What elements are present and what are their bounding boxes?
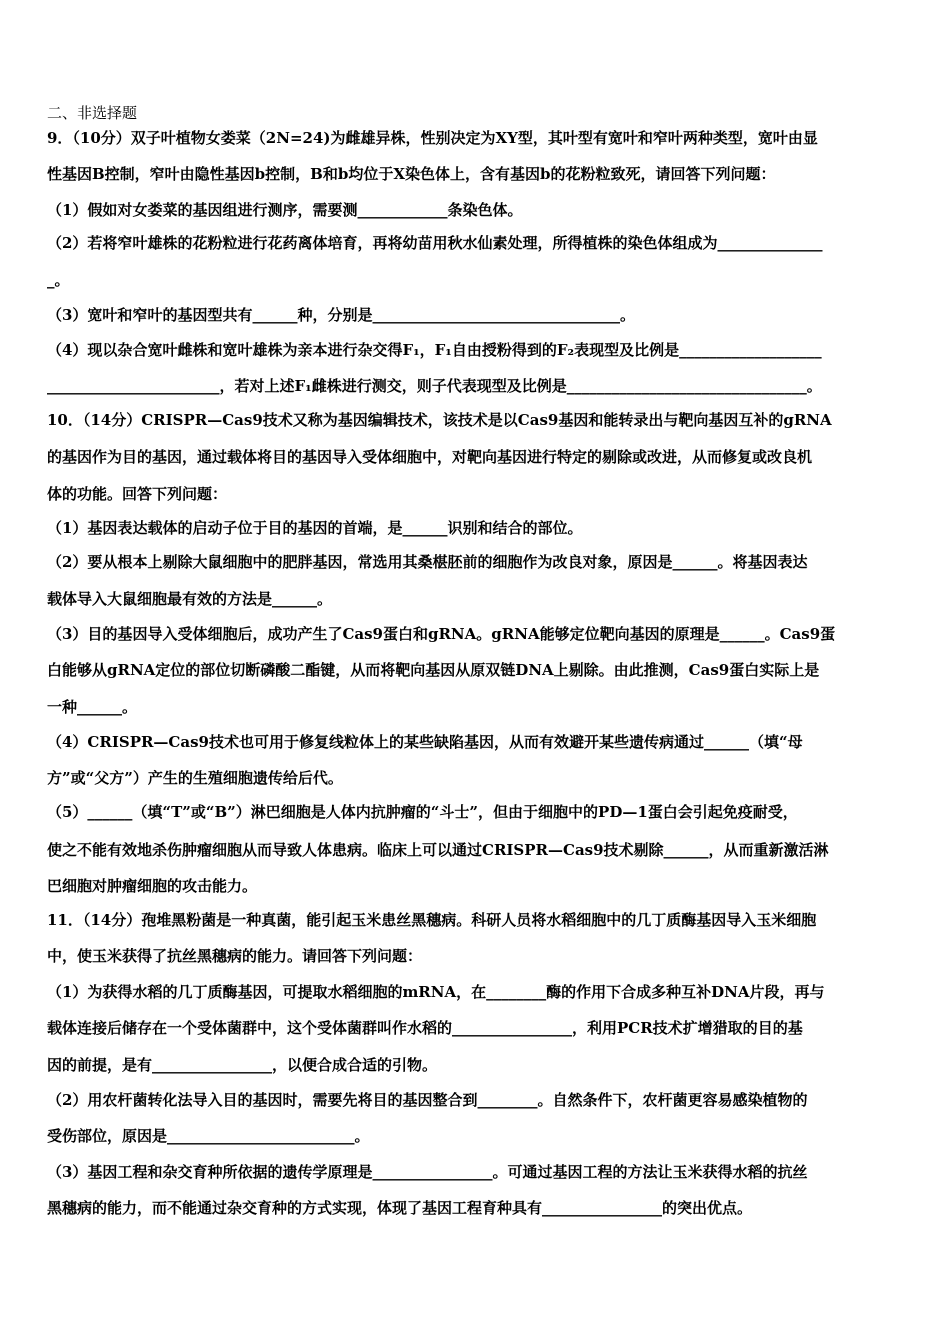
question-line: （5）______（填“T”或“B”）淋巴细胞是人体内抗肿瘤的“斗士”，但由于细胞中的PD—1蛋白会引起免疫耐受， [47, 803, 798, 821]
question-line: _。 [47, 271, 70, 289]
section-title: 二、非选择题 [47, 104, 138, 122]
question-line: 的基因作为目的基因，通过载体将目的基因导入受体细胞中，对靶向基因进行特定的剔除或改进，从而修复或改良机 [47, 448, 813, 466]
question-line: _______________________，若对上述F₁雌株进行测交，则子代表现型及比例是________________________________。 [47, 377, 822, 395]
question-line: （1）为获得水稻的几丁质酶基因，可提取水稻细胞的mRNA，在________酶的作用下合成多种互补DNA片段，再与 [47, 983, 825, 1001]
question-line: 因的前提，是有________________，以便合成合适的引物。 [47, 1056, 438, 1074]
question-line: 载体导入大鼠细胞最有效的方法是______。 [47, 590, 333, 608]
question-line: 一种______。 [47, 698, 138, 716]
question-line: （1）基因表达载体的启动子位于目的基因的首端，是______识别和结合的部位。 [47, 519, 583, 537]
question-line: （1）假如对女娄菜的基因组进行测序，需要测____________条染色体。 [47, 201, 523, 219]
question-line: 使之不能有效地杀伤肿瘤细胞从而导致人体患病。临床上可以通过CRISPR—Cas9技术剔除______，从而重新激活淋 [47, 841, 829, 859]
question-line: 体的功能。回答下列问题： [47, 485, 228, 503]
question-line: （4）现以杂合宽叶雌株和宽叶雄株为亲本进行杂交得F₁，F₁自由授粉得到的F₂表现型及比例是___________________ [47, 341, 822, 359]
question-line: 白能够从gRNA定位的部位切断磷酸二酯键，从而将靶向基因从原双链DNA上剔除。由此推测，Cas9蛋白实际上是 [47, 661, 820, 679]
question-line: 中，使玉米获得了抗丝黑穗病的能力。请回答下列问题： [47, 947, 423, 965]
question-line: （3）基因工程和杂交育种所依据的遗传学原理是________________。可通过基因工程的方法让玉米获得水稻的抗丝 [47, 1163, 808, 1181]
question-line: （2）要从根本上剔除大鼠细胞中的肥胖基因，常选用其桑椹胚前的细胞作为改良对象，原因是______。将基因表达 [47, 553, 808, 571]
question-line: 10．（14分）CRISPR—Cas9技术又称为基因编辑技术，该技术是以Cas9基因和能转录出与靶向基因互补的gRNA [47, 411, 832, 429]
question-line: 巴细胞对肿瘤细胞的攻击能力。 [47, 877, 258, 895]
question-line: （4）CRISPR—Cas9技术也可用于修复线粒体上的某些缺陷基因，从而有效避开某些遗传病通过______（填“母 [47, 733, 803, 751]
question-line: （2）用农杆菌转化法导入目的基因时，需要先将目的基因整合到________。自然条件下，农杆菌更容易感染植物的 [47, 1091, 808, 1109]
question-line: （3）目的基因导入受体细胞后，成功产生了Cas9蛋白和gRNA。gRNA能够定位靶向基因的原理是______。Cas9蛋 [47, 625, 836, 643]
question-line: 受伤部位，原因是_________________________。 [47, 1127, 370, 1145]
question-line: 9．（10分）双子叶植物女娄菜（2N=24)为雌雄异株，性别决定为XY型，其叶型有宽叶和窄叶两种类型，宽叶由显 [47, 129, 818, 147]
question-line: 方”或“父方”）产生的生殖细胞遗传给后代。 [47, 769, 343, 787]
question-line: 黑穗病的能力，而不能通过杂交育种的方式实现，体现了基因工程育种具有________________的突出优点。 [47, 1199, 753, 1217]
question-line: （3）宽叶和窄叶的基因型共有______种，分别是_________________________________。 [47, 306, 635, 324]
question-line: 性基因B控制，窄叶由隐性基因b控制，B和b均位于X染色体上，含有基因b的花粉粒致死，请回答下列问题： [47, 165, 776, 183]
question-line: 11．（14分）孢堆黑粉菌是一种真菌，能引起玉米患丝黑穗病。科研人员将水稻细胞中的几丁质酶基因导入玉米细胞 [47, 911, 817, 929]
question-line: 载体连接后储存在一个受体菌群中，这个受体菌群叫作水稻的________________，利用PCR技术扩增猎取的目的基 [47, 1019, 803, 1037]
question-line: （2）若将窄叶雄株的花粉粒进行花药离体培育，再将幼苗用秋水仙素处理，所得植株的染色体组成为______________ [47, 234, 823, 252]
